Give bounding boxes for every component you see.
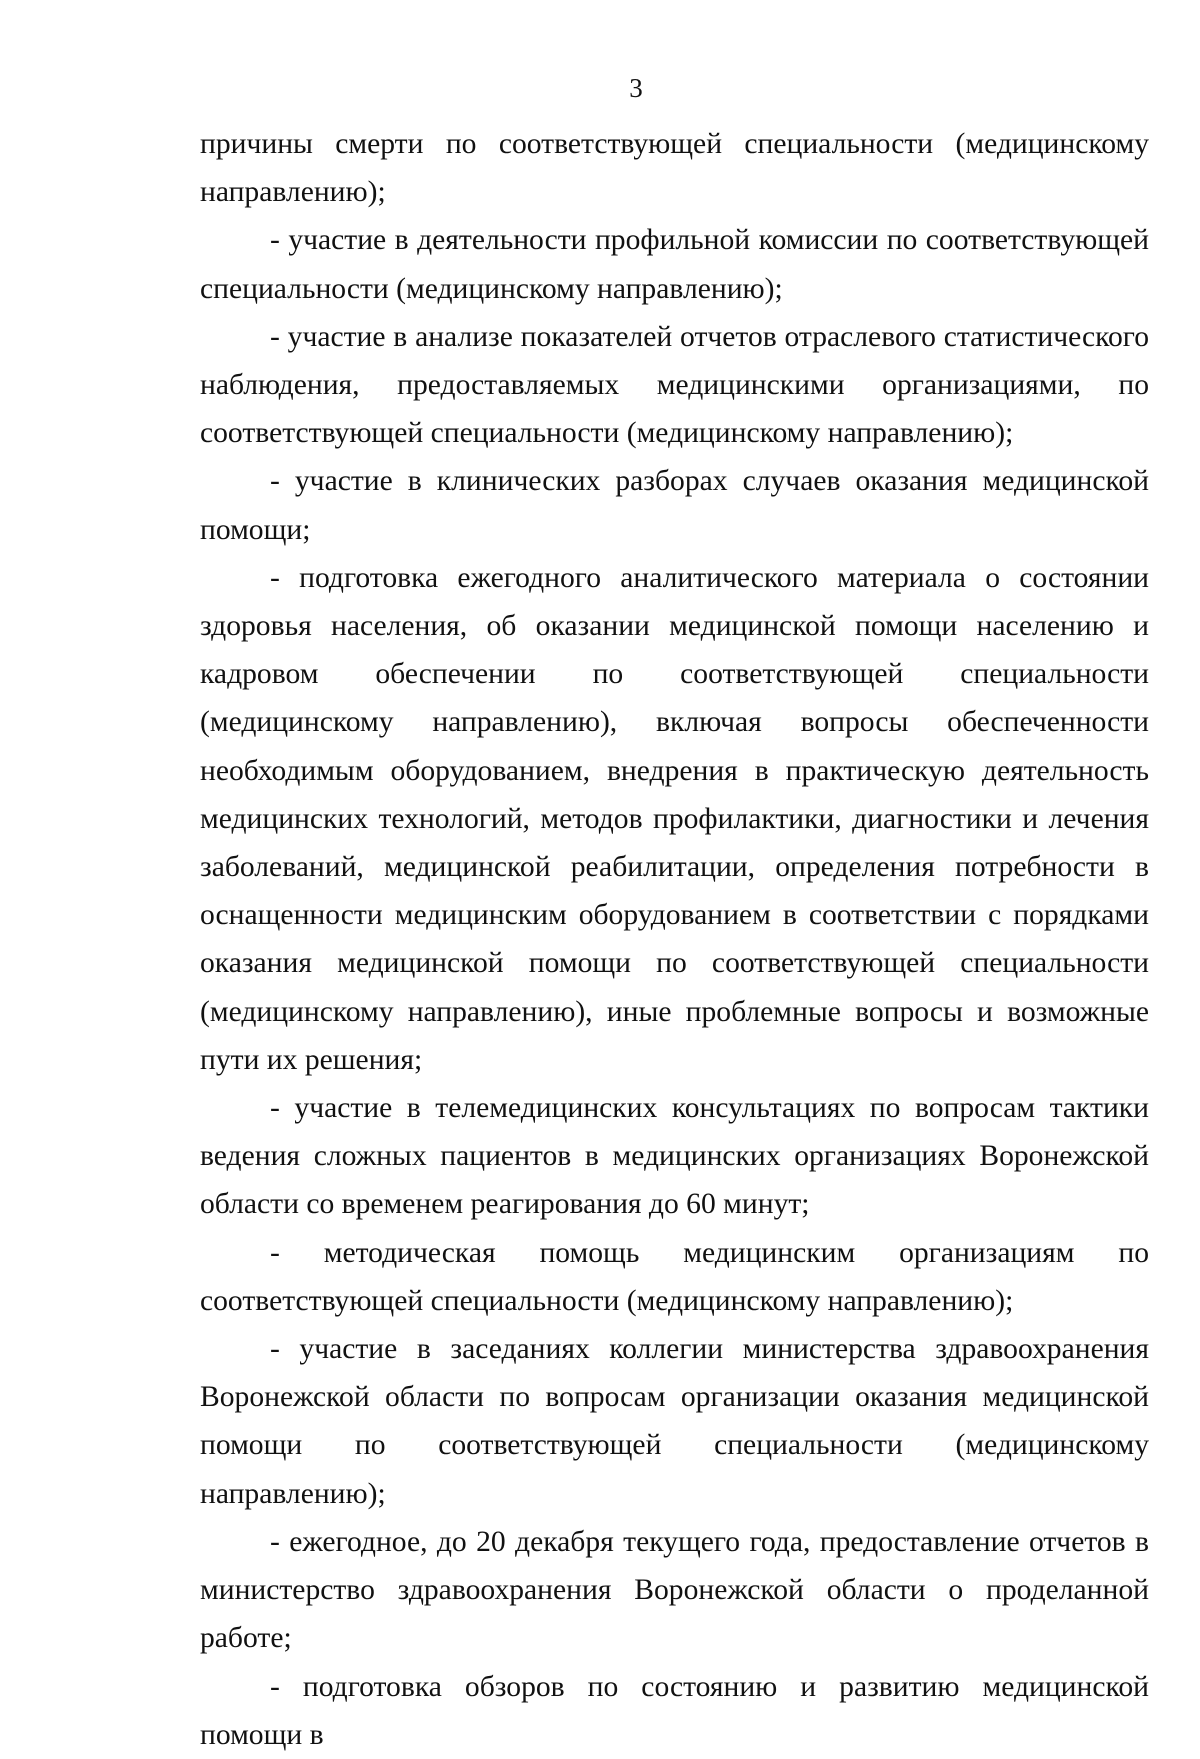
paragraph-methodical-help: - методическая помощь медицинским организациям по соответствующей специальности (медицинскому направлению); <box>200 1236 1149 1317</box>
paragraph-annual-reports: - ежегодное, до 20 декабря текущего года, предоставление отчетов в министерство здравоохранения Воронежской области о проделанной работе; <box>200 1525 1149 1655</box>
document-body <box>200 120 1149 1759</box>
paragraph-clinical-reviews: - участие в клинических разборах случаев оказания медицинской помощи; <box>200 465 1149 546</box>
page-number: 3 <box>629 73 643 103</box>
paragraph-continuation: причины смерти по соответствующей специальности (медицинскому направлению); <box>200 128 1149 209</box>
paragraph-statistics-analysis: - участие в анализе показателей отчетов отраслевого статистического наблюдения, предоставляемых медицинскими организациями, по соответствующей специальности (медицинскому направлению); <box>200 320 1149 450</box>
paragraph-profile-commission: - участие в деятельности профильной комиссии по соответствующей специальности (медицинскому направлению); <box>200 224 1149 305</box>
paragraph-annual-analytics: - подготовка ежегодного аналитического материала о состоянии здоровья населения, об оказании медицинской помощи населению и кадровом обеспечении по соответствующей специальности (медицинскому направлению), включая вопросы обеспеченности необходимым оборудованием, внедрения в практическую деятельность медицинских технологий, методов профилактики, диагностики и лечения заболеваний, медицинской реабилитации, определения потребности в оснащенности медицинским оборудованием в соответствии с порядками оказания медицинской помощи по соответствующей специальности (медицинскому направлению), иные проблемные вопросы и возможные пути их решения; <box>200 561 1149 1076</box>
paragraph-telemedicine: - участие в телемедицинских консультациях по вопросам тактики ведения сложных пациентов в медицинских организациях Воронежской области со временем реагирования до 60 минут; <box>200 1092 1149 1221</box>
paragraph-collegium-meetings: - участие в заседаниях коллегии министерства здравоохранения Воронежской области по вопросам организации оказания медицинской помощи по соответствующей специальности (медицинскому направлению); <box>200 1333 1149 1510</box>
paragraph-reviews-preparation: - подготовка обзоров по состоянию и развитию медицинской помощи в <box>200 1670 1149 1751</box>
